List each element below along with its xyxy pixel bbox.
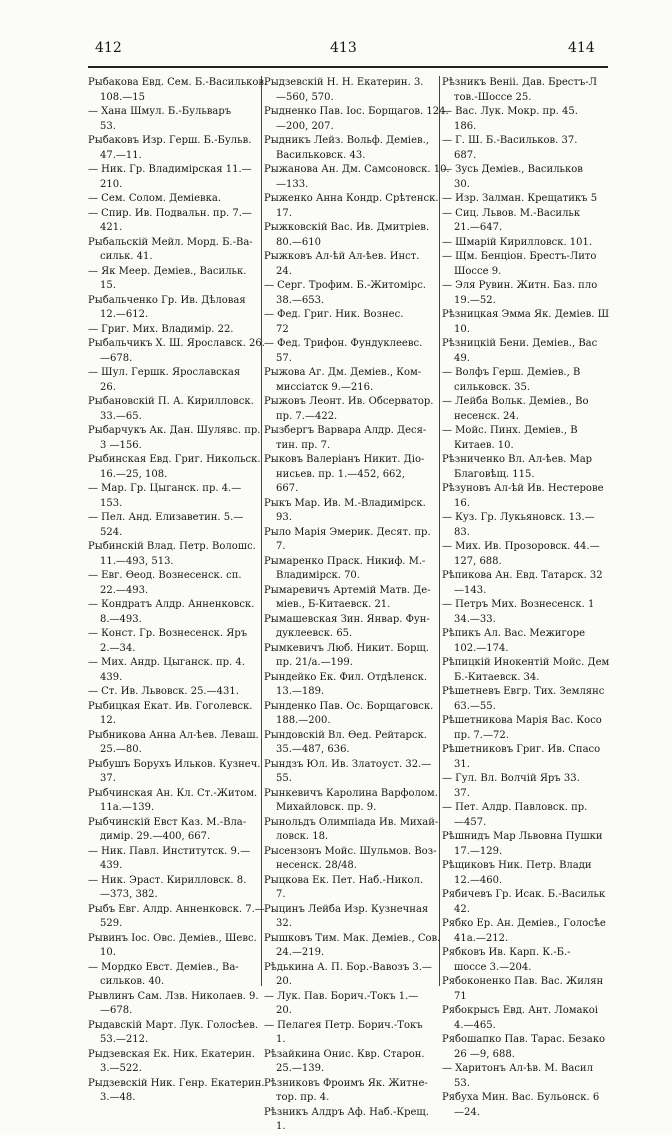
directory-line: пр. 21/а.—199. <box>276 657 353 668</box>
directory-line: — Мих. Андр. Цыганск. пр. 4. <box>88 657 245 668</box>
directory-line: Рыбаковъ Изр. Герш. Б.-Бульв. <box>88 135 252 146</box>
column-divider-1 <box>261 76 262 986</box>
directory-line: — Гул. Вл. Волчій Яръ 33. <box>442 773 580 784</box>
directory-line: Рѣзникъ Алдръ Аф. Наб.-Крещ. <box>264 1106 429 1118</box>
directory-line: — Шул. Гершк. Ярославская <box>88 367 241 378</box>
directory-line: Рѣпикъ Ал. Вас. Межигоре <box>442 628 586 639</box>
directory-line: — Пел. Анд. Елизаветин. 5.— <box>88 512 244 523</box>
directory-line: Рябковъ Ив. Карп. К.-Б.- <box>442 947 571 958</box>
page-number-center: 413 <box>330 40 357 56</box>
directory-line: 186. <box>454 120 477 132</box>
directory-line: Рыбальскій Мейл. Морд. Б.-Ва- <box>88 236 253 248</box>
directory-line: 667. <box>276 483 299 494</box>
directory-line: — Эля Рувин. Житн. Баз. пло <box>442 280 598 291</box>
directory-line: 102.—174. <box>454 642 509 654</box>
directory-line: — Ник. Гр. Владимірская 11.— <box>88 164 252 175</box>
directory-line: Рыбарчукъ Ак. Дан. Шулявс. пр. <box>88 425 261 436</box>
directory-line: 37. <box>100 773 116 784</box>
directory-line: 108.—15 <box>100 91 145 103</box>
directory-line: — Сем. Солом. Деміевка. <box>88 193 222 204</box>
directory-line: Рыбакова Евд. Сем. Б.-Васильков. <box>88 77 268 88</box>
directory-column-2 <box>264 76 450 1132</box>
directory-line: 25.—80. <box>100 744 142 755</box>
directory-line: — Куз. Гр. Лукьяновск. 13.— <box>442 512 595 523</box>
directory-line: 93. <box>276 512 292 523</box>
directory-line: Рѣзницкій Бени. Деміев., Вас <box>442 338 598 349</box>
directory-line: — Ст. Ив. Львовск. 25.—431. <box>88 686 239 697</box>
directory-line: Рѣзницкая Эмма Як. Деміев. Ш <box>442 309 610 320</box>
directory-line: Рыбинскій Влад. Петр. Волошс. <box>88 541 256 552</box>
directory-line: Рыковъ Валеріанъ Никит. Діо- <box>264 454 425 465</box>
directory-line: Рябошапко Пав. Тарас. Безако <box>442 1034 606 1045</box>
directory-line: Рындейко Ек. Фил. Отдѣленск. <box>264 671 428 683</box>
directory-line: 8.—493. <box>100 613 142 625</box>
directory-line: нисьев. пр. 1.—452, 662, <box>276 468 405 480</box>
directory-line: димір. 29.—400, 667. <box>100 831 211 842</box>
directory-line: 42. <box>454 903 470 915</box>
directory-line: Рыбъ Евг. Алдр. Анненковск. 7.— <box>88 903 265 915</box>
directory-line: сильк. 41. <box>100 251 153 262</box>
directory-line: Рыбчинскій Евст Каз. М.-Вла- <box>88 816 247 828</box>
directory-line: тов.-Шоссе 25. <box>454 91 532 103</box>
directory-line: 1. <box>276 1121 286 1132</box>
directory-line: 41а.—212. <box>454 932 509 944</box>
directory-line: Рыдненко Пав. Іос. Борщагов. 124. <box>264 106 449 117</box>
directory-line: 10. <box>100 947 116 958</box>
directory-line: —200, 207. <box>276 120 334 132</box>
directory-line: 11а.—139. <box>100 802 155 813</box>
directory-line: — Мордко Евст. Деміев., Ва- <box>88 961 239 973</box>
directory-line: 19.—52. <box>454 294 496 306</box>
directory-line: 63.—55. <box>454 700 496 712</box>
directory-line: Рыдникъ Лейз. Вольф. Деміев., <box>264 135 429 146</box>
directory-line: 3.—522. <box>100 1063 142 1074</box>
directory-line: Китаев. 10. <box>454 439 514 451</box>
page-number-left: 412 <box>95 40 122 56</box>
directory-line: Рындовскій Вл. Ѳед. Рейтарск. <box>264 729 427 741</box>
directory-line: — Лейба Вольк. Деміев., Во <box>442 396 589 407</box>
directory-line: 25.—139. <box>276 1063 325 1074</box>
directory-line: — Фед. Григ. Ник. Вознес. <box>264 309 404 320</box>
directory-line: 49. <box>454 352 470 364</box>
directory-line: — Кондратъ Алдр. Анненковск. <box>88 599 255 610</box>
directory-line: 7. <box>276 889 286 900</box>
directory-line: 127, 688. <box>454 555 502 567</box>
directory-line: Рябичевъ Гр. Исак. Б.-Васильк <box>442 889 606 900</box>
directory-line: Рыбникова Анна Ал-ѣев. Леваш. <box>88 729 259 741</box>
directory-line: — Мойс. Пинх. Деміев., В <box>442 425 578 436</box>
directory-line: Рыжова Аг. Дм. Деміев., Ком- <box>264 367 422 378</box>
directory-line: Рыжковъ Ал-ѣй Ал-ѣев. Инст. <box>264 251 420 262</box>
directory-line: 10. <box>454 323 470 335</box>
directory-line: тин. пр. 7. <box>276 439 331 451</box>
directory-line: сильковск. 35. <box>454 381 531 393</box>
directory-line: Рыцинъ Лейба Изр. Кузнечная <box>264 903 429 915</box>
directory-line: 24. <box>276 265 292 277</box>
directory-line: Рыбушъ Борухъ Ильков. Кузнеч. <box>88 758 261 770</box>
directory-line: 17.—129. <box>454 845 503 857</box>
directory-line: 524. <box>100 526 123 538</box>
directory-line: ловск. 18. <box>276 831 329 842</box>
directory-line: 16. <box>454 497 470 509</box>
directory-line: Рябокрысъ Евд. Ант. Ломакоі <box>442 1005 598 1016</box>
directory-line: Рыженко Анна Кондр. Срѣтенск. <box>264 193 439 204</box>
directory-line: Рѣдькина А. П. Бор.-Вавозъ 3.— <box>264 961 432 973</box>
directory-line: 22.—493. <box>100 584 149 596</box>
directory-line: — Як Меер. Деміев., Васильк. <box>88 265 247 277</box>
directory-line: пр. 7.—72. <box>454 729 509 741</box>
directory-line: Рымаревичъ Артемій Матв. Де- <box>264 584 431 596</box>
directory-line: пр. 7.—422. <box>276 410 338 422</box>
directory-line: Рысензонъ Мойс. Шульмов. Воз- <box>264 845 437 857</box>
directory-line: Рѣпикова Ан. Евд. Татарск. 32 <box>442 570 603 581</box>
directory-line: — Конст. Гр. Вознесенск. Яръ <box>88 628 248 639</box>
directory-line: 439. <box>100 671 123 683</box>
directory-line: — Г. Ш. Б.-Васильков. 37. <box>442 135 578 146</box>
directory-line: 35.—487, 636. <box>276 744 350 755</box>
directory-line: 12. <box>100 715 116 726</box>
directory-line: — Волфъ Герш. Деміев., В <box>442 367 581 378</box>
header-rule <box>88 66 608 68</box>
directory-line: 26. <box>100 381 116 393</box>
directory-line: 4.—465. <box>454 1019 496 1031</box>
directory-line: —24. <box>454 1106 480 1118</box>
directory-line: — Зусь Деміев., Васильков <box>442 164 583 175</box>
directory-line: сильков. 40. <box>100 976 165 987</box>
directory-line: 687. <box>454 149 477 161</box>
directory-line: Рыбальчикъ Х. Ш. Ярославск. 26. <box>88 338 265 349</box>
directory-line: Рѣзуновъ Ал-ѣй Ив. Нестерове <box>442 483 604 494</box>
directory-line: 13.—189. <box>276 686 325 697</box>
directory-line: Рывлинъ Сам. Лзв. Николаев. 9. <box>88 990 259 1002</box>
directory-line: 80.—610 <box>276 236 321 248</box>
directory-line: — Шмарій Кирилловск. 101. <box>442 236 593 248</box>
directory-line: 17. <box>276 207 292 219</box>
directory-line: 3 —156. <box>100 439 142 451</box>
directory-line: — Фед. Трифон. Фундуклеевс. <box>264 338 423 349</box>
directory-line: 15. <box>100 280 116 291</box>
directory-line: 20. <box>276 1005 292 1016</box>
directory-line: Рышковъ Тим. Мак. Деміев., Сов. <box>264 932 441 944</box>
directory-line: Рывинъ Іос. Овс. Деміев., Шевс. <box>88 932 257 944</box>
page-number-right: 414 <box>568 40 595 56</box>
directory-line: 529. <box>100 918 123 929</box>
directory-line: Рѣшетниковъ Григ. Ив. Спасо <box>442 744 601 755</box>
directory-line: Рыжанова Ан. Дм. Самсоновск. 10. <box>264 164 450 175</box>
directory-line: 83. <box>454 526 470 538</box>
directory-line: 47.—11. <box>100 149 142 161</box>
directory-line: 71 <box>454 990 467 1002</box>
directory-line: — Спир. Ив. Подвальн. пр. 7.— <box>88 207 252 219</box>
directory-column-1 <box>88 76 268 1103</box>
directory-line: 53.—212. <box>100 1034 149 1045</box>
directory-line: 53. <box>100 120 116 132</box>
directory-line: 11.—493, 513. <box>100 555 174 567</box>
directory-line: — Ник. Эраст. Кирилловск. 8. <box>88 874 247 886</box>
directory-line: Рѣзниковъ Фроимъ Як. Житне- <box>264 1077 428 1089</box>
directory-line: Благовѣщ. 115. <box>454 468 535 480</box>
directory-line: Рыжковскій Вас. Ив. Дмитріев. <box>264 222 430 233</box>
directory-line: 188.—200. <box>276 715 331 726</box>
directory-line: Б.-Китаевск. 34. <box>454 671 540 683</box>
directory-line: Рѣзайкина Онис. Квр. Старон. <box>264 1048 425 1060</box>
directory-line: — Пелагея Петр. Борич.-Токъ <box>264 1019 423 1031</box>
directory-line: 153. <box>100 497 123 509</box>
directory-line: Рынольдъ Олимпіада Ив. Михай- <box>264 816 439 828</box>
directory-line: Рыло Марія Эмерик. Десят. пр. <box>264 526 431 538</box>
directory-line: дуклеевск. 65. <box>276 628 353 639</box>
directory-line: Рымкевичъ Люб. Никит. Борщ. <box>264 642 429 654</box>
directory-line: Рыдзевскій Н. Н. Екатерин. 3. <box>264 77 424 88</box>
directory-line: 439. <box>100 860 123 871</box>
directory-column-3 <box>442 76 610 1118</box>
directory-line: —678. <box>100 352 133 364</box>
directory-line: 26 —9, 688. <box>454 1048 515 1060</box>
directory-line: — Изр. Залман. Крещатикъ 5 <box>442 193 598 204</box>
directory-line: Рыбчинская Ан. Кл. Ст.-Житом. <box>88 787 258 799</box>
directory-line: Рябуха Мин. Вас. Бульонск. 6 <box>442 1092 600 1103</box>
directory-line: 3.—48. <box>100 1092 136 1103</box>
directory-line: 421. <box>100 222 123 233</box>
directory-line: 38.—653. <box>276 294 325 306</box>
directory-line: 34.—33. <box>454 613 496 625</box>
directory-line: шоссе 3.—204. <box>454 961 532 973</box>
directory-line: Рыдавскій Март. Лук. Голосѣев. <box>88 1019 259 1031</box>
directory-line: несенск. 24. <box>454 410 519 422</box>
directory-line: Рыдзевскій Ник. Генр. Екатерин. <box>88 1077 265 1089</box>
column-divider-2 <box>439 76 440 986</box>
directory-line: — Мар. Гр. Цыганск. пр. 4.— <box>88 483 242 494</box>
directory-line: — Петръ Мих. Вознесенск. 1 <box>442 599 595 610</box>
directory-line: 57. <box>276 352 292 364</box>
directory-line: — Пет. Алдр. Павловск. пр. <box>442 802 588 813</box>
directory-line: Рыжовъ Леонт. Ив. Обсерватор. <box>264 396 434 407</box>
directory-line: Рынденко Пав. Ос. Борщаговск. <box>264 700 434 712</box>
directory-line: Рыбановскій П. А. Кирилловск. <box>88 396 254 407</box>
directory-line: Рѣщиковъ Ник. Петр. Влади <box>442 860 592 871</box>
directory-line: 210. <box>100 178 123 190</box>
directory-line: Рыбинская Евд. Григ. Никольск. <box>88 454 261 465</box>
directory-line: —373, 382. <box>100 889 158 900</box>
directory-line: Михайловск. пр. 9. <box>276 802 377 813</box>
directory-line: Рыкъ Мар. Ив. М.-Владимірск. <box>264 497 426 509</box>
directory-line: 2.—34. <box>100 642 136 654</box>
directory-line: миссіатск 9.—216. <box>276 381 374 393</box>
directory-line: Рѣзникъ Веніі. Дав. Брестъ-Л <box>442 77 597 88</box>
directory-line: 31. <box>454 758 470 770</box>
directory-line: 7. <box>276 541 286 552</box>
directory-line: 55. <box>276 773 292 784</box>
directory-line: тор. пр. 4. <box>276 1092 330 1103</box>
directory-line: 12.—460. <box>454 874 503 886</box>
directory-line: — Мих. Ив. Прозоровск. 44.— <box>442 541 600 552</box>
directory-line: 32. <box>276 918 292 929</box>
directory-line: —457. <box>454 816 487 828</box>
directory-line: —143. <box>454 584 487 596</box>
directory-line: Рыдзевская Ек. Ник. Екатерин. <box>88 1048 255 1060</box>
directory-line: 33.—65. <box>100 410 142 422</box>
directory-line: Васильковск. 43. <box>276 149 366 161</box>
directory-line: 24.—219. <box>276 947 325 958</box>
directory-line: 20. <box>276 976 292 987</box>
directory-line: —678. <box>100 1005 133 1016</box>
directory-line: міев., Б-Китаевск. 21. <box>276 599 391 610</box>
directory-line: 37. <box>454 787 470 799</box>
directory-line: Рымаренко Праск. Никиф. М.- <box>264 555 426 567</box>
directory-line: — Щм. Бенціон. Брестъ-Лито <box>442 251 597 262</box>
directory-line: 16.—25, 108. <box>100 468 168 480</box>
directory-line: — Ник. Павл. Институтск. 9.— <box>88 845 251 857</box>
directory-line: Рымашевская Зин. Январ. Фун- <box>264 613 430 625</box>
directory-line: — Сиц. Львов. М.-Васильк <box>442 207 581 219</box>
directory-line: — Евг. Ѳеод. Вознесенск. сп. <box>88 570 242 581</box>
directory-line: Рѣшетникова Марія Вас. Косо <box>442 715 602 726</box>
directory-line: 1. <box>276 1034 286 1045</box>
directory-line: — Харитонъ Ал-ѣв. М. Васил <box>442 1063 593 1074</box>
directory-line: 72 <box>276 323 289 335</box>
directory-line: 53. <box>454 1077 470 1089</box>
directory-line: 12.—612. <box>100 309 149 320</box>
directory-line: —133. <box>276 178 309 190</box>
directory-line: — Серг. Трофим. Б.-Житомірс. <box>264 280 426 291</box>
directory-line: 21.—647. <box>454 222 503 233</box>
directory-line: Рыбицкая Екат. Ив. Гоголевск. <box>88 700 253 712</box>
directory-line: Владимірск. 70. <box>276 570 360 581</box>
directory-line: несенск. 28/48. <box>276 860 357 871</box>
directory-line: Рыбальченко Гр. Ив. Дѣловая <box>88 294 246 306</box>
directory-line: Рызбергъ Варвара Алдр. Деся- <box>264 425 427 436</box>
directory-line: — Григ. Мих. Владимір. 22. <box>88 323 234 335</box>
directory-line: — Лук. Пав. Борич.-Токъ 1.— <box>264 990 419 1002</box>
directory-line: —560, 570. <box>276 91 334 103</box>
directory-line: Рябоконенко Пав. Вас. Жилян <box>442 976 604 987</box>
directory-line: Рындзъ Юл. Ив. Златоуст. 32.— <box>264 758 432 770</box>
directory-line: — Вас. Лук. Мокр. пр. 45. <box>442 106 578 117</box>
page-number-row <box>0 40 672 62</box>
directory-line: Рѣзниченко Вл. Ал-ѣев. Мар <box>442 454 593 465</box>
directory-line: Рѣшнидъ Мар Львовна Пушки <box>442 831 603 842</box>
directory-line: Рѣпицкій Инокентій Мойс. Дем <box>442 657 610 668</box>
directory-line: Рябко Ер. Ан. Деміев., Голосѣе <box>442 918 606 929</box>
directory-line: 30. <box>454 178 470 190</box>
directory-line: Рынкевичъ Каролина Варфолом. <box>264 787 438 799</box>
directory-line: — Хана Шмул. Б.-Бульваръ <box>88 106 232 117</box>
directory-line: Рыцкова Ек. Пет. Наб.-Никол. <box>264 874 424 886</box>
directory-line: Рѣшетневъ Евгр. Тих. Землянс <box>442 686 605 697</box>
directory-line: Шоссе 9. <box>454 265 502 277</box>
